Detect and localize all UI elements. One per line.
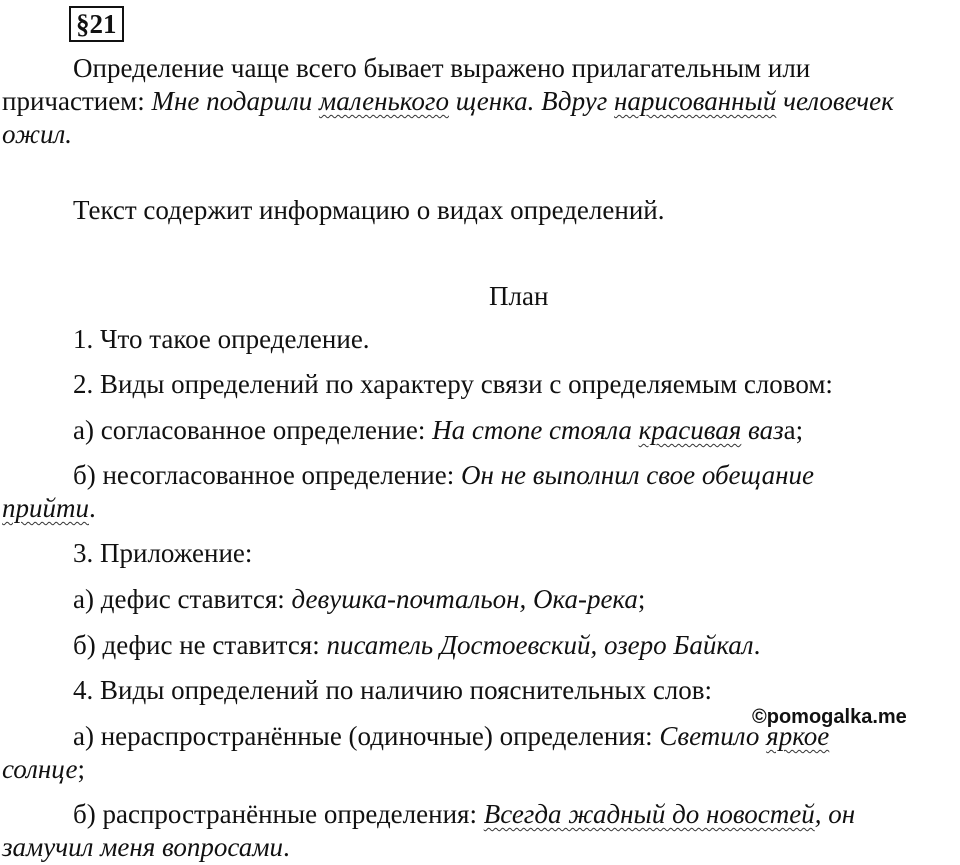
plan-item-2: 2. Виды определений по характеру связи с определяемым словом: (73, 369, 833, 399)
plan-item-3a: а) дефис ставится: девушка-почтальон, Ока-река; (73, 584, 646, 614)
summary-text: Текст содержит информацию о видах определений. (73, 195, 665, 225)
plan-item-4: 4. Виды определений по наличию пояснительных слов: (73, 675, 713, 705)
plan-item-2b: б) несогласованное определение: Он не выполнил свое обещание (73, 460, 814, 490)
plan-item-4a-cont: солнце; (2, 754, 85, 784)
example-word-narisovannyi: нарисованный (614, 86, 777, 116)
plan-title: План (489, 281, 549, 311)
intro-line-3: ожил. (2, 119, 72, 149)
section-number: §21 (69, 6, 124, 42)
plan-item-3: 3. Приложение: (73, 538, 253, 568)
plan-item-1: 1. Что такое определение. (73, 324, 370, 354)
example-word-yarkoe: яркое (766, 721, 830, 751)
plan-item-4b: б) распространённые определения: Всегда жадный до новостей, он (73, 799, 856, 829)
example-phrase-zhadnyi: Всегда жадный до новостей (483, 799, 815, 829)
intro-line-2: причастием: Мне подарили маленького щенка. Вдруг нарисованный человечек (2, 86, 894, 116)
example-word-priiti: прийти (2, 493, 89, 523)
watermark: ©pomogalka.me (752, 706, 907, 728)
example-word-krasivaya: красивая (638, 415, 742, 445)
example-word-malenkogo: маленького (318, 86, 449, 116)
plan-item-4a: а) нераспространённые (одиночные) определения: Светило яркое (73, 721, 830, 751)
plan-item-2a: а) согласованное определение: На стопе стояла красивая ваза; (73, 415, 804, 445)
plan-item-3b: б) дефис не ставится: писатель Достоевский, озеро Байкал. (73, 630, 761, 660)
plan-item-4b-cont: замучил меня вопросами. (2, 832, 290, 862)
plan-item-2b-cont: прийти. (2, 493, 96, 523)
intro-line-1: Определение чаще всего бывает выражено прилагательным или (73, 53, 811, 83)
